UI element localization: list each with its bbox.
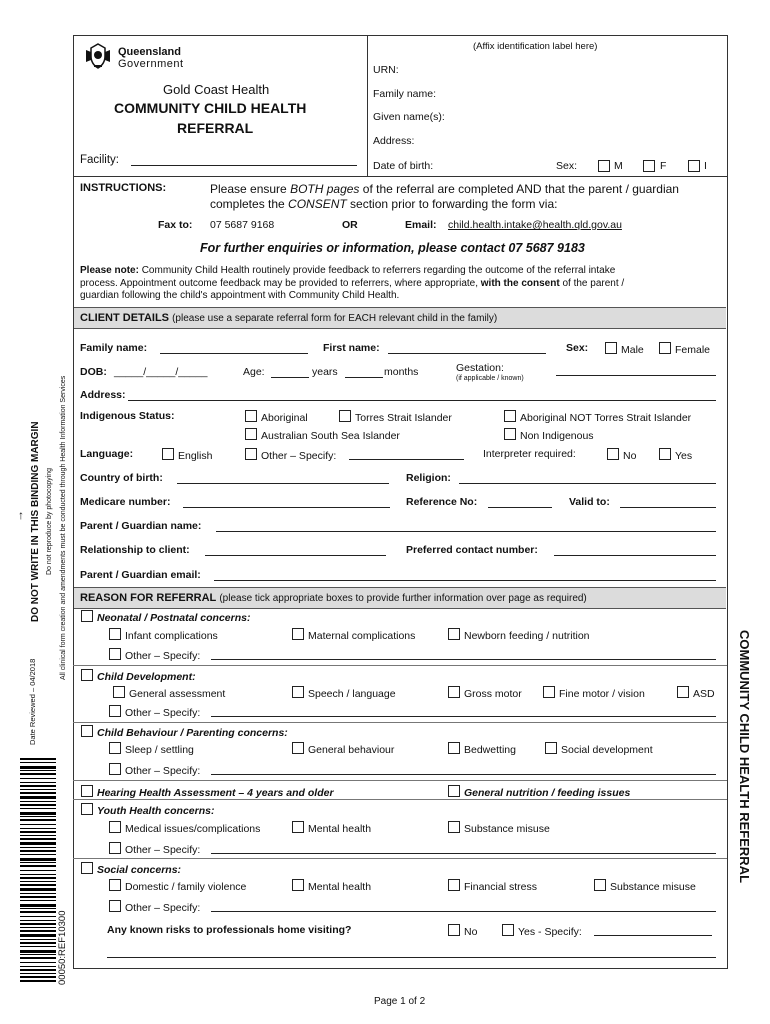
general-behaviour-option[interactable]: General behaviour [292, 742, 394, 756]
youth-other-checkbox[interactable] [109, 842, 121, 854]
aboriginal-checkbox[interactable] [245, 410, 257, 422]
guardian-name-label: Parent / Guardian name: [80, 520, 202, 532]
tsi-option[interactable]: Torres Strait Islander [339, 410, 452, 424]
client-age-label: Age: [243, 366, 265, 378]
barcode-bar [20, 819, 56, 821]
interpreter-no-option[interactable]: No [607, 448, 636, 462]
barcode-bar [20, 858, 56, 861]
child-dev-checkbox[interactable] [81, 669, 93, 681]
sex-male-option[interactable]: Male [605, 342, 644, 356]
enquiries-line: For further enquiries or information, please contact 07 5687 9183 [200, 241, 585, 255]
barcode-bar [20, 854, 56, 855]
relationship-field[interactable] [205, 555, 386, 556]
hearing-checkbox[interactable] [81, 785, 93, 797]
client-first-name-field[interactable] [388, 353, 546, 354]
barcode-bar [20, 773, 56, 775]
divider [73, 780, 727, 781]
social-dev-option[interactable]: Social development [545, 742, 653, 756]
interpreter-label: Interpreter required: [483, 448, 576, 460]
form-title-line1: COMMUNITY CHILD HEALTH [114, 100, 307, 116]
speech-checkbox[interactable] [292, 686, 304, 698]
side-title: COMMUNITY CHILD HEALTH REFERRAL [737, 630, 752, 884]
youth-checkbox[interactable] [81, 803, 93, 815]
barcode-bar [20, 980, 56, 982]
language-other-field[interactable] [349, 459, 464, 460]
sex-m-label: M [614, 160, 623, 172]
maternal-option[interactable]: Maternal complications [292, 628, 415, 642]
risks-yes-option[interactable]: Yes - Specify: [502, 924, 582, 938]
sex-i-checkbox[interactable] [688, 160, 700, 172]
social-checkbox[interactable] [81, 862, 93, 874]
barcode-bar [20, 870, 56, 871]
divider [73, 665, 727, 666]
domestic-checkbox[interactable] [109, 879, 121, 891]
age-months-field[interactable] [345, 377, 383, 378]
domestic-option[interactable]: Domestic / family violence [109, 879, 246, 893]
indigenous-label: Indigenous Status: [80, 410, 175, 422]
barcode-bar [20, 801, 56, 802]
barcode-bar [20, 904, 56, 907]
substance-option[interactable]: Substance misuse [448, 821, 550, 835]
youth-option[interactable]: Youth Health concerns: [81, 803, 214, 817]
neonatal-option[interactable]: Neonatal / Postnatal concerns: [81, 610, 250, 624]
client-sex-label: Sex: [566, 342, 589, 354]
barcode-bar [20, 831, 56, 833]
medicare-label: Medicare number: [80, 496, 171, 508]
email-label: Email: [405, 219, 437, 231]
neonatal-other-option[interactable]: Other – Specify: [109, 648, 200, 662]
barcode-bar [20, 808, 56, 809]
neonatal-other-checkbox[interactable] [109, 648, 121, 660]
male-checkbox[interactable] [605, 342, 617, 354]
ass-option[interactable]: Australian South Sea Islander [245, 428, 400, 442]
barcode-bar [20, 877, 56, 879]
barcode-bar [20, 816, 56, 817]
barcode-bar [20, 957, 56, 959]
client-family-name-field[interactable] [160, 353, 308, 354]
divider [73, 799, 727, 800]
barcode-bar [20, 842, 56, 845]
barcode-bar [20, 916, 56, 917]
instructions-line1: Please ensure BOTH pages of the referral are completed AND that the parent / guardian [210, 182, 679, 196]
or-label: OR [342, 219, 358, 231]
barcode-bar [20, 828, 56, 829]
barcode-bar [20, 792, 56, 794]
barcode-bar [20, 796, 56, 799]
header-bottom-rule [73, 176, 727, 177]
maternal-checkbox[interactable] [292, 628, 304, 640]
country-field[interactable] [177, 483, 389, 484]
urn-label: URN: [373, 64, 399, 76]
reason-band: REASON FOR REFERRAL (please tick appropriate boxes to provide further information over page as required) [74, 587, 726, 609]
barcode-bar [20, 911, 56, 913]
general-assessment-checkbox[interactable] [113, 686, 125, 698]
arrow-up-icon: ↑ [18, 508, 24, 522]
sleep-option[interactable]: Sleep / settling [109, 742, 194, 756]
sex-f-checkbox[interactable] [643, 160, 655, 172]
barcode-bar [20, 782, 56, 783]
ass-checkbox[interactable] [245, 428, 257, 440]
financial-option[interactable]: Financial stress [448, 879, 537, 893]
gestation-note: (if applicable / known) [456, 375, 524, 382]
general-behaviour-checkbox[interactable] [292, 742, 304, 754]
bedwetting-checkbox[interactable] [448, 742, 460, 754]
social-mental-health-option[interactable]: Mental health [292, 879, 371, 893]
divider [73, 858, 727, 859]
instructions-line2: completes the CONSENT section prior to forwarding the form via: [210, 197, 558, 211]
reference-field[interactable] [488, 507, 552, 508]
no-photocopy-note: Do not reproduce by photocopying [46, 467, 53, 575]
sex-f-label: F [660, 160, 667, 172]
fax-label: Fax to: [158, 219, 193, 231]
barcode-code: 00050:REF10300 [57, 910, 68, 985]
youth-mental-health-checkbox[interactable] [292, 821, 304, 833]
language-other-option[interactable]: Other – Specify: [245, 448, 336, 462]
social-option[interactable]: Social concerns: [81, 862, 181, 876]
nutrition-checkbox[interactable] [448, 785, 460, 797]
medicare-field[interactable] [183, 507, 390, 508]
barcode-bar [20, 939, 56, 940]
client-dob-label: DOB: [80, 366, 107, 378]
gestation-field[interactable] [556, 375, 716, 376]
social-substance-checkbox[interactable] [594, 879, 606, 891]
barcode-bar [20, 770, 56, 771]
neonatal-other-field[interactable] [211, 659, 716, 660]
header-divider [367, 35, 368, 176]
religion-field[interactable] [459, 483, 716, 484]
risks-label: Any known risks to professionals home visiting? [107, 924, 352, 936]
age-years-field[interactable] [271, 377, 309, 378]
sleep-checkbox[interactable] [109, 742, 121, 754]
risks-no-checkbox[interactable] [448, 924, 460, 936]
social-other-checkbox[interactable] [109, 900, 121, 912]
newborn-feeding-option[interactable]: Newborn feeding / nutrition [448, 628, 590, 642]
client-address-field[interactable] [128, 400, 716, 401]
child-dev-other-field[interactable] [211, 716, 716, 717]
youth-mental-health-option[interactable]: Mental health [292, 821, 371, 835]
aboriginal-option[interactable]: Aboriginal [245, 410, 308, 424]
barcode-bar [20, 976, 56, 978]
risks-yes-checkbox[interactable] [502, 924, 514, 936]
barcode-bar [20, 865, 56, 867]
relationship-label: Relationship to client: [80, 544, 190, 556]
barcode-bar [20, 954, 56, 955]
interpreter-yes-option[interactable]: Yes [659, 448, 692, 462]
guardian-name-field[interactable] [216, 531, 716, 532]
risks-detail-field[interactable] [107, 957, 716, 958]
risks-no-option[interactable]: No [448, 924, 477, 938]
child-dev-other-checkbox[interactable] [109, 705, 121, 717]
note-line1: Please note: Community Child Health routinely provide feedback to referrers regarding the outcome of the referral intake [80, 265, 616, 276]
barcode-bar [20, 884, 56, 886]
barcode-bar [20, 838, 56, 840]
instructions-label: INSTRUCTIONS: [80, 182, 167, 194]
reference-label: Reference No: [406, 496, 478, 508]
barcode-bar [20, 847, 56, 848]
gross-motor-checkbox[interactable] [448, 686, 460, 698]
social-other-option[interactable]: Other – Specify: [109, 900, 200, 914]
barcode-bar [20, 888, 56, 891]
preferred-contact-label: Preferred contact number: [406, 544, 538, 556]
infant-checkbox[interactable] [109, 628, 121, 640]
form-title-line2: REFERRAL [177, 120, 254, 136]
english-option[interactable]: English [162, 448, 212, 462]
barcode-bar [20, 812, 56, 815]
asd-option[interactable]: ASD [677, 686, 715, 700]
language-other-checkbox[interactable] [245, 448, 257, 460]
aboriginal-not-tsi-checkbox[interactable] [504, 410, 516, 422]
client-first-name-label: First name: [323, 342, 380, 354]
nutrition-option[interactable]: General nutrition / feeding issues [448, 785, 630, 799]
fine-motor-option[interactable]: Fine motor / vision [543, 686, 645, 700]
years-label: years [312, 366, 338, 378]
page-number: Page 1 of 2 [374, 996, 426, 1007]
youth-other-option[interactable]: Other – Specify: [109, 842, 200, 856]
risks-specify-field[interactable] [594, 935, 712, 936]
interpreter-yes-checkbox[interactable] [659, 448, 671, 460]
gestation-label: Gestation: [456, 362, 504, 374]
substance-checkbox[interactable] [448, 821, 460, 833]
social-other-field[interactable] [211, 911, 716, 912]
affix-label-note: (Affix identification label here) [473, 41, 598, 52]
asd-checkbox[interactable] [677, 686, 689, 698]
neonatal-checkbox[interactable] [81, 610, 93, 622]
barcode-bar [20, 930, 56, 932]
barcode-bar [20, 920, 56, 921]
logo-text-government: Government [118, 58, 184, 70]
months-label: months [384, 366, 419, 378]
valid-to-label: Valid to: [569, 496, 610, 508]
barcode-bar [20, 946, 56, 947]
binding-margin-warning: DO NOT WRITE IN THIS BINDING MARGIN [30, 421, 41, 622]
child-dev-option[interactable]: Child Development: [81, 669, 196, 683]
barcode-bar [20, 762, 56, 763]
sex-m-checkbox[interactable] [598, 160, 610, 172]
behaviour-other-option[interactable]: Other – Specify: [109, 763, 200, 777]
religion-label: Religion: [406, 472, 451, 484]
barcode-bar [20, 862, 56, 863]
non-indigenous-option[interactable]: Non Indigenous [504, 428, 594, 442]
barcode-bar [20, 962, 56, 963]
facility-field[interactable] [131, 165, 357, 166]
infant-option[interactable]: Infant complications [109, 628, 218, 642]
barcode-bar [20, 874, 56, 875]
behaviour-option[interactable]: Child Behaviour / Parenting concerns: [81, 725, 288, 739]
youth-other-field[interactable] [211, 853, 716, 854]
hearing-option[interactable]: Hearing Health Assessment – 4 years and older [81, 785, 334, 799]
barcode-bar [20, 758, 56, 760]
client-details-band: CLIENT DETAILS (please use a separate referral form for EACH relevant child in the family) [74, 307, 726, 329]
female-checkbox[interactable] [659, 342, 671, 354]
org-name: Gold Coast Health [163, 82, 270, 97]
barcode-bar [20, 850, 56, 852]
barcode-bar [20, 778, 56, 779]
barcode-bar [20, 934, 56, 937]
barcode-bar [20, 896, 56, 898]
date-reviewed: Date Reviewed – 04/2018 [28, 658, 37, 745]
behaviour-other-checkbox[interactable] [109, 763, 121, 775]
tsi-checkbox[interactable] [339, 410, 351, 422]
barcode-bar [20, 969, 56, 971]
medical-checkbox[interactable] [109, 821, 121, 833]
queensland-crest-icon [83, 42, 113, 70]
note-line3: guardian following the child's appointment with Community Child Health. [80, 290, 400, 301]
barcode-bar [20, 950, 56, 953]
barcode-bar [20, 766, 56, 769]
dob-label: Date of birth: [373, 160, 434, 172]
speech-option[interactable]: Speech / language [292, 686, 396, 700]
barcode-bar [20, 966, 56, 967]
barcode-bar [20, 942, 56, 944]
divider [73, 722, 727, 723]
language-label: Language: [80, 448, 134, 460]
social-substance-option[interactable]: Substance misuse [594, 879, 696, 893]
general-assessment-option[interactable]: General assessment [113, 686, 225, 700]
barcode-bar [20, 923, 56, 925]
barcode-bar [20, 900, 56, 901]
fine-motor-checkbox[interactable] [543, 686, 555, 698]
family-name-label: Family name: [373, 88, 437, 100]
barcode-bar [20, 804, 56, 806]
valid-to-field[interactable] [620, 507, 716, 508]
gross-motor-option[interactable]: Gross motor [448, 686, 522, 700]
financial-checkbox[interactable] [448, 879, 460, 891]
fax-number: 07 5687 9168 [210, 219, 275, 231]
barcode-bar [20, 835, 56, 836]
country-label: Country of birth: [80, 472, 163, 484]
social-mental-health-checkbox[interactable] [292, 879, 304, 891]
barcode-bar [20, 973, 56, 974]
sex-i-label: I [704, 160, 707, 172]
facility-label: Facility: [80, 154, 119, 166]
medical-option[interactable]: Medical issues/complications [109, 821, 260, 835]
interpreter-no-checkbox[interactable] [607, 448, 619, 460]
barcode-bar [20, 785, 56, 787]
sex-female-option[interactable]: Female [659, 342, 710, 356]
sex-label: Sex: [556, 160, 578, 172]
english-checkbox[interactable] [162, 448, 174, 460]
child-dev-other-option[interactable]: Other – Specify: [109, 705, 200, 719]
behaviour-other-field[interactable] [211, 774, 716, 775]
client-address-label: Address: [80, 389, 126, 401]
barcode-bar [20, 789, 56, 790]
logo-text-queensland: Queensland [118, 46, 181, 58]
aboriginal-not-tsi-option[interactable]: Aboriginal NOT Torres Strait Islander [504, 410, 691, 424]
client-family-name-label: Family name: [80, 342, 148, 354]
client-dob-field[interactable]: _____/_____/_____ [114, 366, 208, 378]
guardian-email-label: Parent / Guardian email: [80, 569, 201, 581]
note-line2: process. Appointment outcome feedback may be provided to referrers, where appropriate, with the consent of the parent / [80, 278, 625, 289]
given-names-label: Given name(s): [373, 111, 445, 123]
clinical-form-note: All clinical form creation and amendments must be conducted through Health Information Services [60, 375, 67, 680]
address-label: Address: [373, 135, 415, 147]
newborn-feeding-checkbox[interactable] [448, 628, 460, 640]
guardian-email-field[interactable] [214, 580, 716, 581]
barcode-bar [20, 881, 56, 882]
intake-email-link[interactable]: child.health.intake@health.qld.gov.au [448, 219, 622, 231]
behaviour-checkbox[interactable] [81, 725, 93, 737]
barcode-bar [20, 824, 56, 825]
barcode [20, 758, 56, 982]
barcode-bar [20, 927, 56, 928]
barcode-bar [20, 893, 56, 894]
bedwetting-option[interactable]: Bedwetting [448, 742, 516, 756]
barcode-bar [20, 908, 56, 909]
preferred-contact-field[interactable] [554, 555, 716, 556]
social-dev-checkbox[interactable] [545, 742, 557, 754]
non-indigenous-checkbox[interactable] [504, 428, 516, 440]
